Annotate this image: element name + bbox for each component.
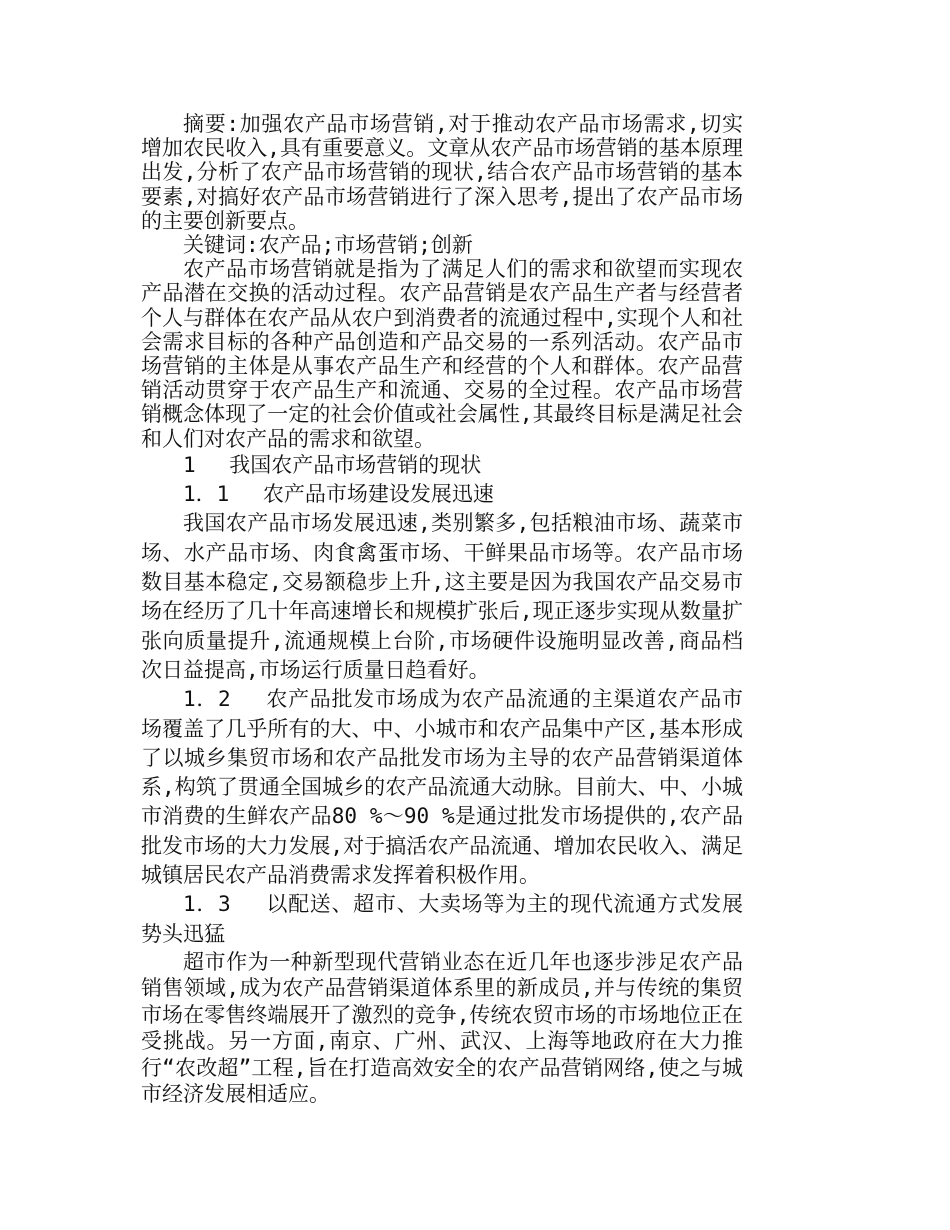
document-page: [141, 112, 743, 1108]
keywords-line: 关键词:农产品;市场营销;创新: [183, 233, 473, 258]
paragraph-1-1: 我国农产品市场发展迅速,类别繁多,包括粮油市场、蔬菜市场、水产品市场、肉食禽蛋市场、干鲜果品市场等。农产品市场数目基本稳定,交易额稳步上升,这主要是因为我国农产品交易市场在经历了几十年高速增长和规模扩张后,现正逐步实现从数量扩张向质量提升,流通规模上台阶,市场硬件设施明显改善,商品档次日益提高,市场运行质量日趋看好。: [141, 511, 743, 682]
section-heading-1: 1 我国农产品市场营销的现状: [183, 452, 482, 477]
subsection-heading-1-3: 1．3 以配送、超市、大卖场等为主的现代流通方式发展势头迅猛: [141, 892, 743, 946]
intro-paragraph: 农产品市场营销就是指为了满足人们的需求和欲望而实现农产品潜在交换的活动过程。农产品营销是农产品生产者与经营者个人与群体在农产品从农户到消费者的流通过程中,实现个人和社会需求目标的各种产品创造和产品交易的一系列活动。农产品市场营销的主体是从事农产品生产和经营的个人和群体。农产品营销活动贯穿于农产品生产和流通、交易的全过程。农产品市场营销概念体现了一定的社会价值或社会属性,其最终目标是满足社会和人们对农产品的需求和欲望。: [141, 257, 743, 451]
abstract-paragraph: 摘要:加强农产品市场营销,对于推动农产品市场需求,切实增加农民收入,具有重要意义。文章从农产品市场营销的基本原理出发,分析了农产品市场营销的现状,结合农产品市场营销的基本要素,对搞好农产品市场营销进行了深入思考,提出了农产品市场的主要创新要点。: [141, 112, 743, 233]
paragraph-1-2: 1．2 农产品批发市场成为农产品流通的主渠道农产品市场覆盖了几乎所有的大、中、小城市和农产品集中产区,基本形成了以城乡集贸市场和农产品批发市场为主导的农产品营销渠道体系,构筑了贯通全国城乡的农产品流通大动脉。目前大、中、小城市消费的生鲜农产品80 %～90 %是通过批发市场提供的,农产品批发市场的大力发展,对于搞活农产品流通、增加农民收入、满足城镇居民农产品消费需求发挥着积极作用。: [141, 687, 743, 887]
paragraph-1-3: 超市作为一种新型现代营销业态在近几年也逐步涉足农产品销售领域,成为农产品营销渠道体系里的新成员,并与传统的集贸市场在零售终端展开了激烈的竞争,传统农贸市场的市场地位正在受挑战。另一方面,南京、广州、武汉、上海等地政府在大力推行“农改超”工程,旨在打造高效安全的农产品营销网络,使之与城市经济发展相适应。: [141, 949, 743, 1107]
subsection-heading-1-1: 1．1 农产品市场建设发展迅速: [183, 482, 494, 507]
